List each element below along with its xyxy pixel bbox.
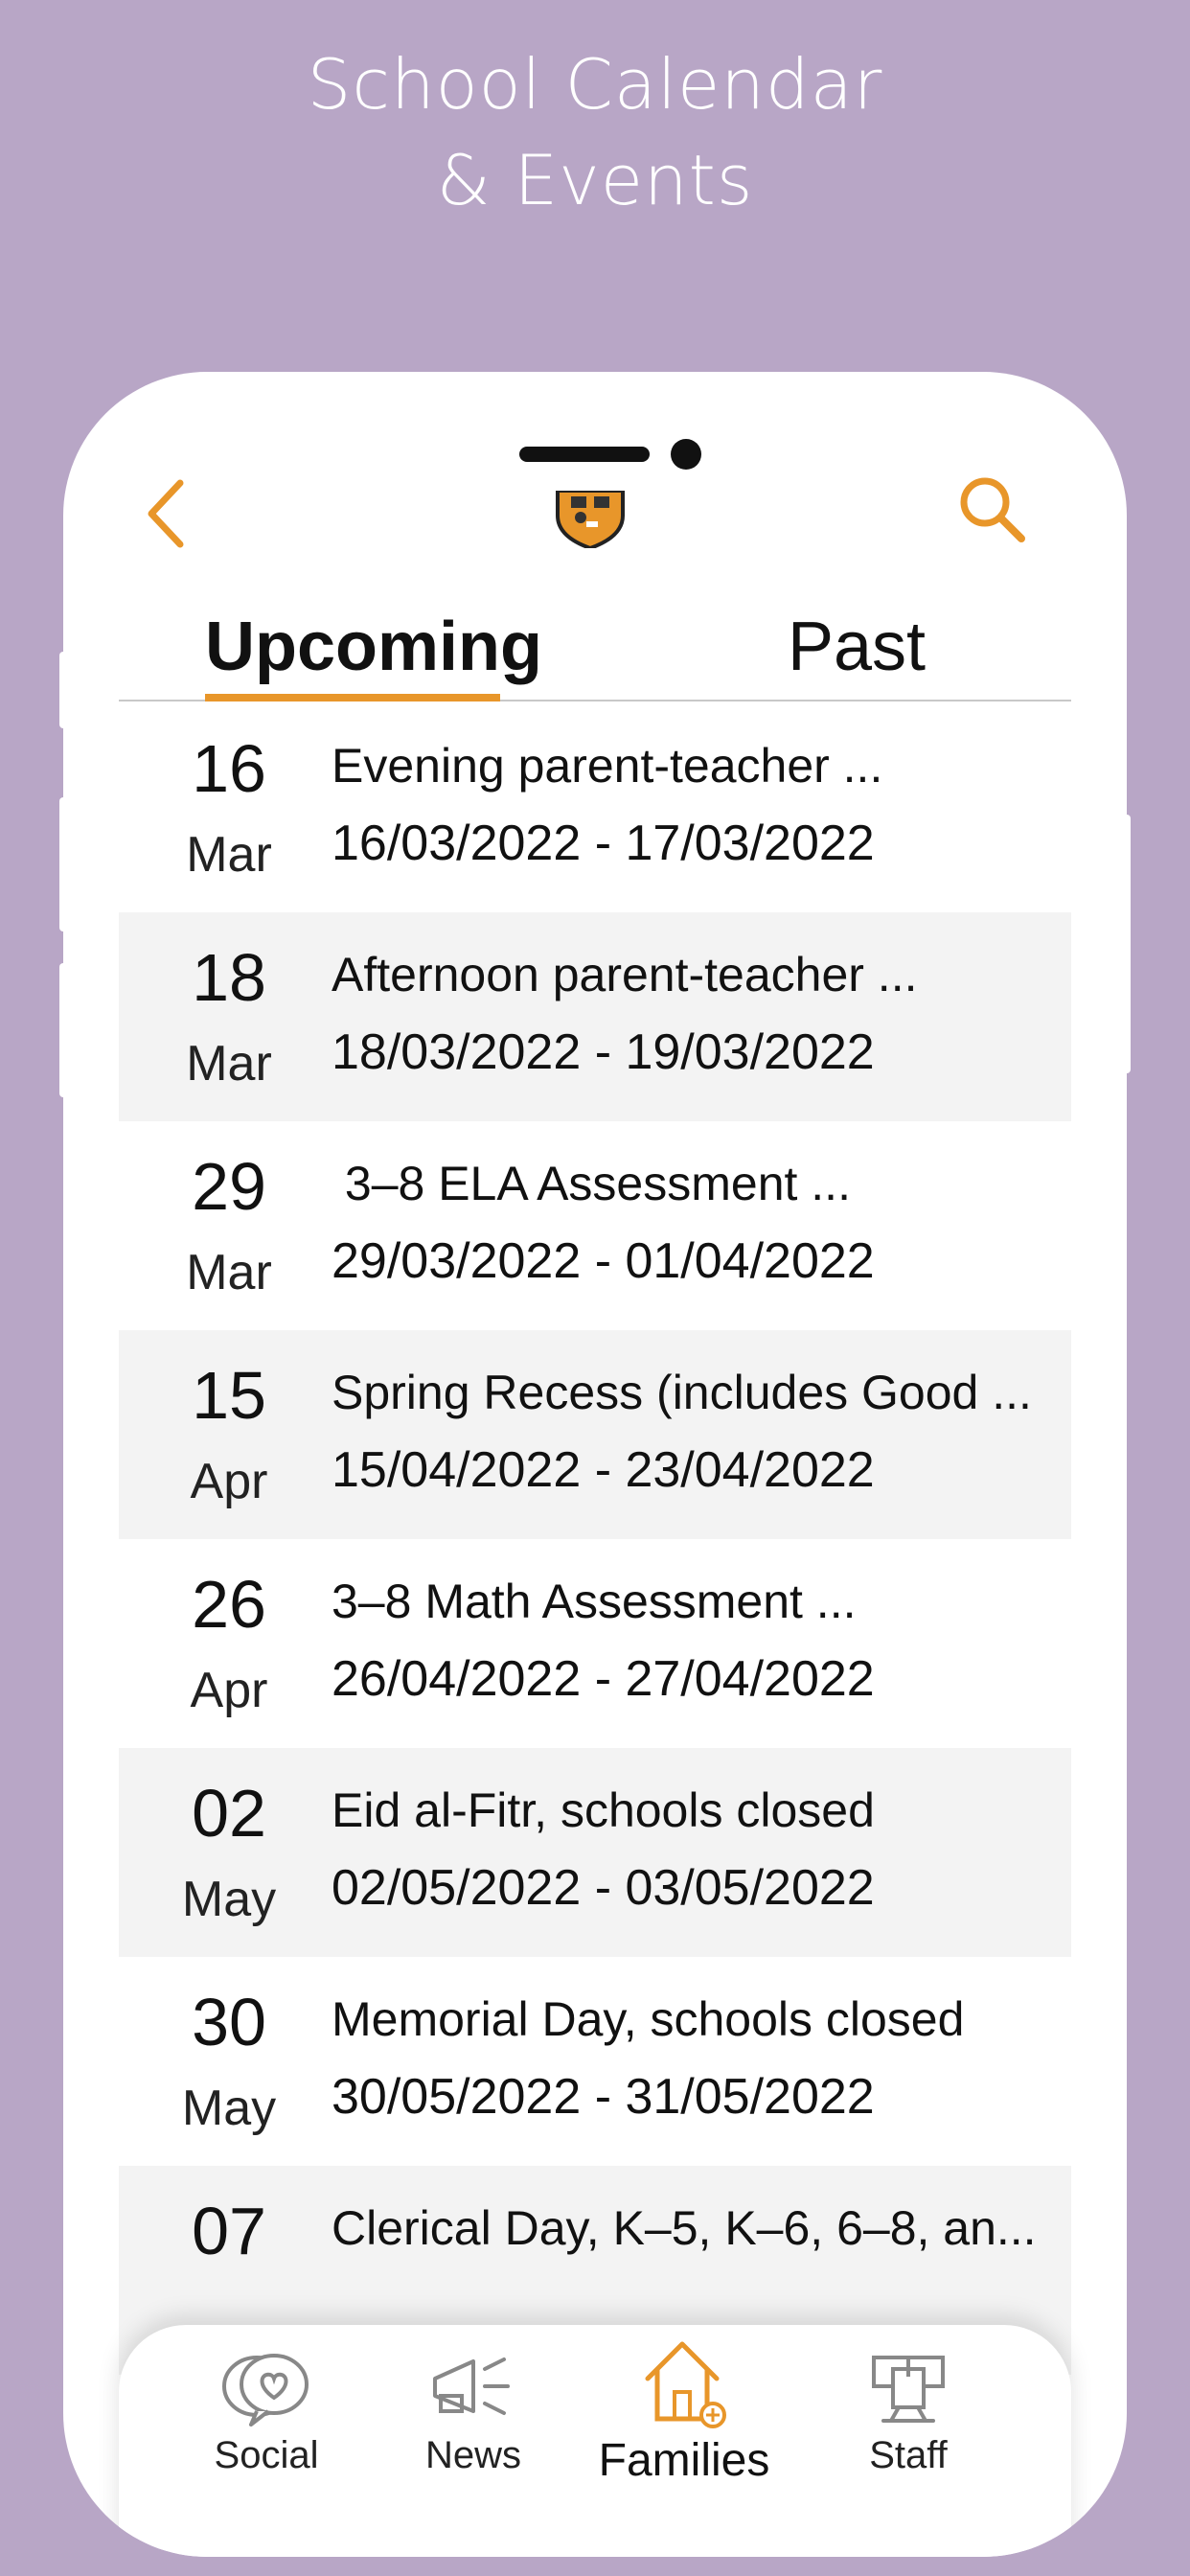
event-day: 02 [192,1776,266,1851]
event-row[interactable] [119,1539,1071,1748]
event-dates: 30/05/2022 - 31/05/2022 [332,2069,875,2125]
event-row[interactable] [119,703,1071,912]
event-month: Apr [190,1663,268,1718]
event-dates: 02/05/2022 - 03/05/2022 [332,1860,875,1916]
event-dates: 18/03/2022 - 19/03/2022 [332,1024,875,1080]
event-row[interactable] [119,912,1071,1121]
event-month: May [181,1872,277,1927]
event-day: 18 [192,940,266,1015]
chat-heart-icon [218,2348,314,2428]
tab-news[interactable] [387,2348,560,2477]
phone-frame [63,372,1127,2557]
tab-families-label: Families [598,2435,770,2486]
phone-camera [671,439,701,470]
event-month: Mar [186,1036,272,1092]
school-logo [552,491,629,548]
event-row[interactable] [119,1330,1071,1539]
event-day: 07 [192,2194,266,2268]
event-list[interactable] [119,703,1071,2409]
event-day: 29 [192,1149,266,1224]
tab-news-label: News [424,2434,522,2476]
event-month: Mar [186,827,272,883]
event-title: Memorial Day, schools closed [332,1992,965,2046]
active-tab-indicator [205,694,500,702]
event-dates: 15/04/2022 - 23/04/2022 [332,1442,875,1498]
tab-families[interactable] [598,2336,770,2487]
event-month: Apr [190,1454,268,1509]
event-day: 30 [192,1985,266,2059]
house-plus-icon [636,2336,732,2428]
event-title: 3–8 Math Assessment ... [332,1575,857,1628]
tab-upcoming[interactable]: Upcoming [205,609,542,685]
event-title: Evening parent-teacher ... [332,739,883,793]
tab-staff[interactable] [822,2348,995,2477]
event-tabs [119,594,1071,702]
back-button[interactable] [142,475,190,552]
event-title: Eid al-Fitr, schools closed [332,1783,875,1837]
megaphone-icon [425,2348,521,2428]
event-row[interactable] [119,1957,1071,2166]
lectern-icon [860,2348,956,2428]
tab-staff-label: Staff [869,2434,948,2476]
event-title: 3–8 ELA Assessment ... [332,1157,851,1210]
event-title: Spring Recess (includes Good ... [332,1366,1032,1419]
tab-social-label: Social [214,2434,319,2476]
event-day: 15 [192,1358,266,1433]
event-title: Clerical Day, K–5, K–6, 6–8, an... [332,2201,1037,2255]
event-row[interactable] [119,1748,1071,1957]
event-title: Afternoon parent-teacher ... [332,948,918,1001]
event-dates: 16/03/2022 - 17/03/2022 [332,816,875,871]
event-row[interactable] [119,1121,1071,1330]
event-month: May [181,2081,277,2136]
bottom-tab-bar [119,2325,1071,2557]
headline-line-1: School Calendar [307,44,883,125]
chevron-left-icon [142,475,190,552]
tab-past[interactable]: Past [787,609,927,685]
headline-line-2: & Events [436,140,754,220]
phone-speaker [519,447,650,462]
event-day: 16 [192,731,266,806]
search-button[interactable] [954,472,1031,548]
event-month: Mar [186,1245,272,1300]
event-dates: 26/04/2022 - 27/04/2022 [332,1651,875,1707]
event-day: 26 [192,1567,266,1642]
search-icon [954,472,1031,548]
promo-headline [0,36,1190,228]
tab-social[interactable] [180,2348,353,2477]
event-dates: 29/03/2022 - 01/04/2022 [332,1233,875,1289]
